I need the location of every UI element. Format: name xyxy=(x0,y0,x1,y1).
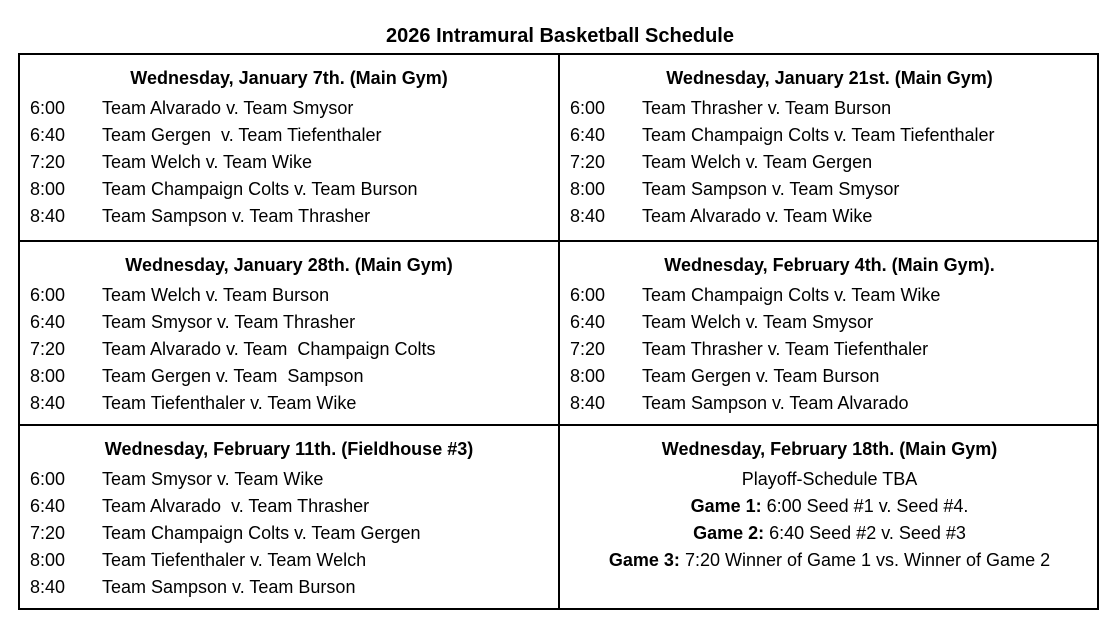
game-matchup: Team Thrasher v. Team Tiefenthaler xyxy=(642,339,929,359)
game-row xyxy=(20,520,558,547)
game-row xyxy=(20,336,558,363)
game-matchup: Team Champaign Colts v. Team Wike xyxy=(642,285,941,305)
game-time: 8:00 xyxy=(30,179,66,199)
game-matchup: Team Smysor v. Team Thrasher xyxy=(102,312,356,332)
game-row xyxy=(560,122,1099,149)
playoff-game xyxy=(560,493,1099,520)
week-heading: Wednesday, January 7th. (Main Gym) xyxy=(130,68,448,88)
game-matchup: Team Gergen v. Team Sampson xyxy=(102,366,364,386)
game-time: 6:40 xyxy=(30,496,66,516)
playoff-game-detail: 7:20 Winner of Game 1 vs. Winner of Game 2 xyxy=(679,550,1051,570)
game-time: 8:40 xyxy=(570,206,606,226)
game-matchup: Team Gergen v. Team Tiefenthaler xyxy=(102,125,382,145)
game-matchup: Team Welch v. Team Smysor xyxy=(642,312,874,332)
schedule-table xyxy=(18,53,1099,610)
game-time: 6:40 xyxy=(30,125,66,145)
game-time: 8:40 xyxy=(30,393,66,413)
game-row xyxy=(20,547,558,574)
game-time: 8:00 xyxy=(570,366,606,386)
game-matchup: Team Alvarado v. Team Smysor xyxy=(102,98,354,118)
playoff-game-label: Game 2: xyxy=(693,523,765,543)
game-row xyxy=(20,574,558,601)
playoff-game-detail: 6:00 Seed #1 v. Seed #4. xyxy=(761,496,969,516)
game-row xyxy=(20,95,558,122)
playoff-game-label: Game 1: xyxy=(690,496,762,516)
week-heading: Wednesday, February 4th. (Main Gym). xyxy=(664,255,995,275)
week-cell-jan-28 xyxy=(20,242,560,426)
game-matchup: Team Sampson v. Team Smysor xyxy=(642,179,900,199)
game-row xyxy=(560,390,1099,417)
game-time: 8:00 xyxy=(30,366,66,386)
game-time: 6:40 xyxy=(30,312,66,332)
game-row xyxy=(560,363,1099,390)
game-row xyxy=(20,203,558,230)
playoff-game xyxy=(560,520,1099,547)
game-list xyxy=(20,466,558,601)
week-heading: Wednesday, February 18th. (Main Gym) xyxy=(661,439,998,459)
game-time: 8:40 xyxy=(30,577,66,597)
game-row xyxy=(20,466,558,493)
game-time: 6:40 xyxy=(570,125,606,145)
game-matchup: Team Thrasher v. Team Burson xyxy=(642,98,892,118)
game-time: 7:20 xyxy=(30,339,66,359)
game-time: 8:00 xyxy=(570,179,606,199)
game-matchup: Team Alvarado v. Team Champaign Colts xyxy=(102,339,436,359)
game-time: 6:00 xyxy=(30,285,66,305)
week-cell-feb-18-playoffs xyxy=(560,426,1099,608)
game-list xyxy=(20,95,558,230)
playoff-game-detail: 6:40 Seed #2 v. Seed #3 xyxy=(764,523,966,543)
game-matchup: Team Sampson v. Team Thrasher xyxy=(102,206,371,226)
game-time: 7:20 xyxy=(30,152,66,172)
week-heading: Wednesday, January 21st. (Main Gym) xyxy=(666,68,993,88)
game-matchup: Team Sampson v. Team Burson xyxy=(102,577,356,597)
page-title: 2026 Intramural Basketball Schedule xyxy=(386,25,734,47)
game-row xyxy=(20,149,558,176)
game-time: 7:20 xyxy=(570,339,606,359)
week-heading: Wednesday, February 11th. (Fieldhouse #3) xyxy=(104,439,474,459)
game-time: 6:40 xyxy=(570,312,606,332)
game-row xyxy=(20,363,558,390)
game-row xyxy=(20,493,558,520)
game-time: 8:40 xyxy=(570,393,606,413)
playoff-game xyxy=(560,547,1099,574)
game-row xyxy=(20,390,558,417)
game-time: 6:00 xyxy=(570,98,606,118)
game-list xyxy=(560,95,1099,230)
game-matchup: Team Champaign Colts v. Team Burson xyxy=(102,179,418,199)
playoff-game-label: Game 3: xyxy=(608,550,680,570)
game-matchup: Team Tiefenthaler v. Team Welch xyxy=(102,550,367,570)
week-cell-jan-21 xyxy=(560,55,1099,242)
game-matchup: Team Alvarado v. Team Thrasher xyxy=(102,496,370,516)
game-row xyxy=(560,149,1099,176)
game-time: 7:20 xyxy=(570,152,606,172)
game-row xyxy=(560,336,1099,363)
game-time: 8:00 xyxy=(30,550,66,570)
game-row xyxy=(560,95,1099,122)
game-matchup: Team Champaign Colts v. Team Gergen xyxy=(102,523,421,543)
game-row xyxy=(560,309,1099,336)
game-matchup: Team Welch v. Team Wike xyxy=(102,152,313,172)
playoff-note: Playoff-Schedule TBA xyxy=(741,469,918,489)
game-time: 6:00 xyxy=(30,98,66,118)
game-time: 8:40 xyxy=(30,206,66,226)
game-list xyxy=(20,282,558,417)
week-cell-jan-7 xyxy=(20,55,560,242)
game-matchup: Team Alvarado v. Team Wike xyxy=(642,206,873,226)
game-time: 6:00 xyxy=(30,469,66,489)
game-row xyxy=(20,309,558,336)
game-matchup: Team Gergen v. Team Burson xyxy=(642,366,880,386)
game-row xyxy=(20,282,558,309)
game-row xyxy=(20,122,558,149)
game-row xyxy=(560,203,1099,230)
week-cell-feb-11 xyxy=(20,426,560,608)
game-row xyxy=(560,282,1099,309)
game-list xyxy=(560,282,1099,417)
game-time: 7:20 xyxy=(30,523,66,543)
game-matchup: Team Smysor v. Team Wike xyxy=(102,469,324,489)
game-matchup: Team Sampson v. Team Alvarado xyxy=(642,393,909,413)
week-cell-feb-4 xyxy=(560,242,1099,426)
game-time: 6:00 xyxy=(570,285,606,305)
game-matchup: Team Tiefenthaler v. Team Wike xyxy=(102,393,357,413)
playoff-list xyxy=(560,466,1099,574)
game-matchup: Team Welch v. Team Gergen xyxy=(642,152,873,172)
game-matchup: Team Champaign Colts v. Team Tiefenthaler xyxy=(642,125,995,145)
game-row xyxy=(560,176,1099,203)
week-heading: Wednesday, January 28th. (Main Gym) xyxy=(125,255,453,275)
game-row xyxy=(20,176,558,203)
game-matchup: Team Welch v. Team Burson xyxy=(102,285,330,305)
